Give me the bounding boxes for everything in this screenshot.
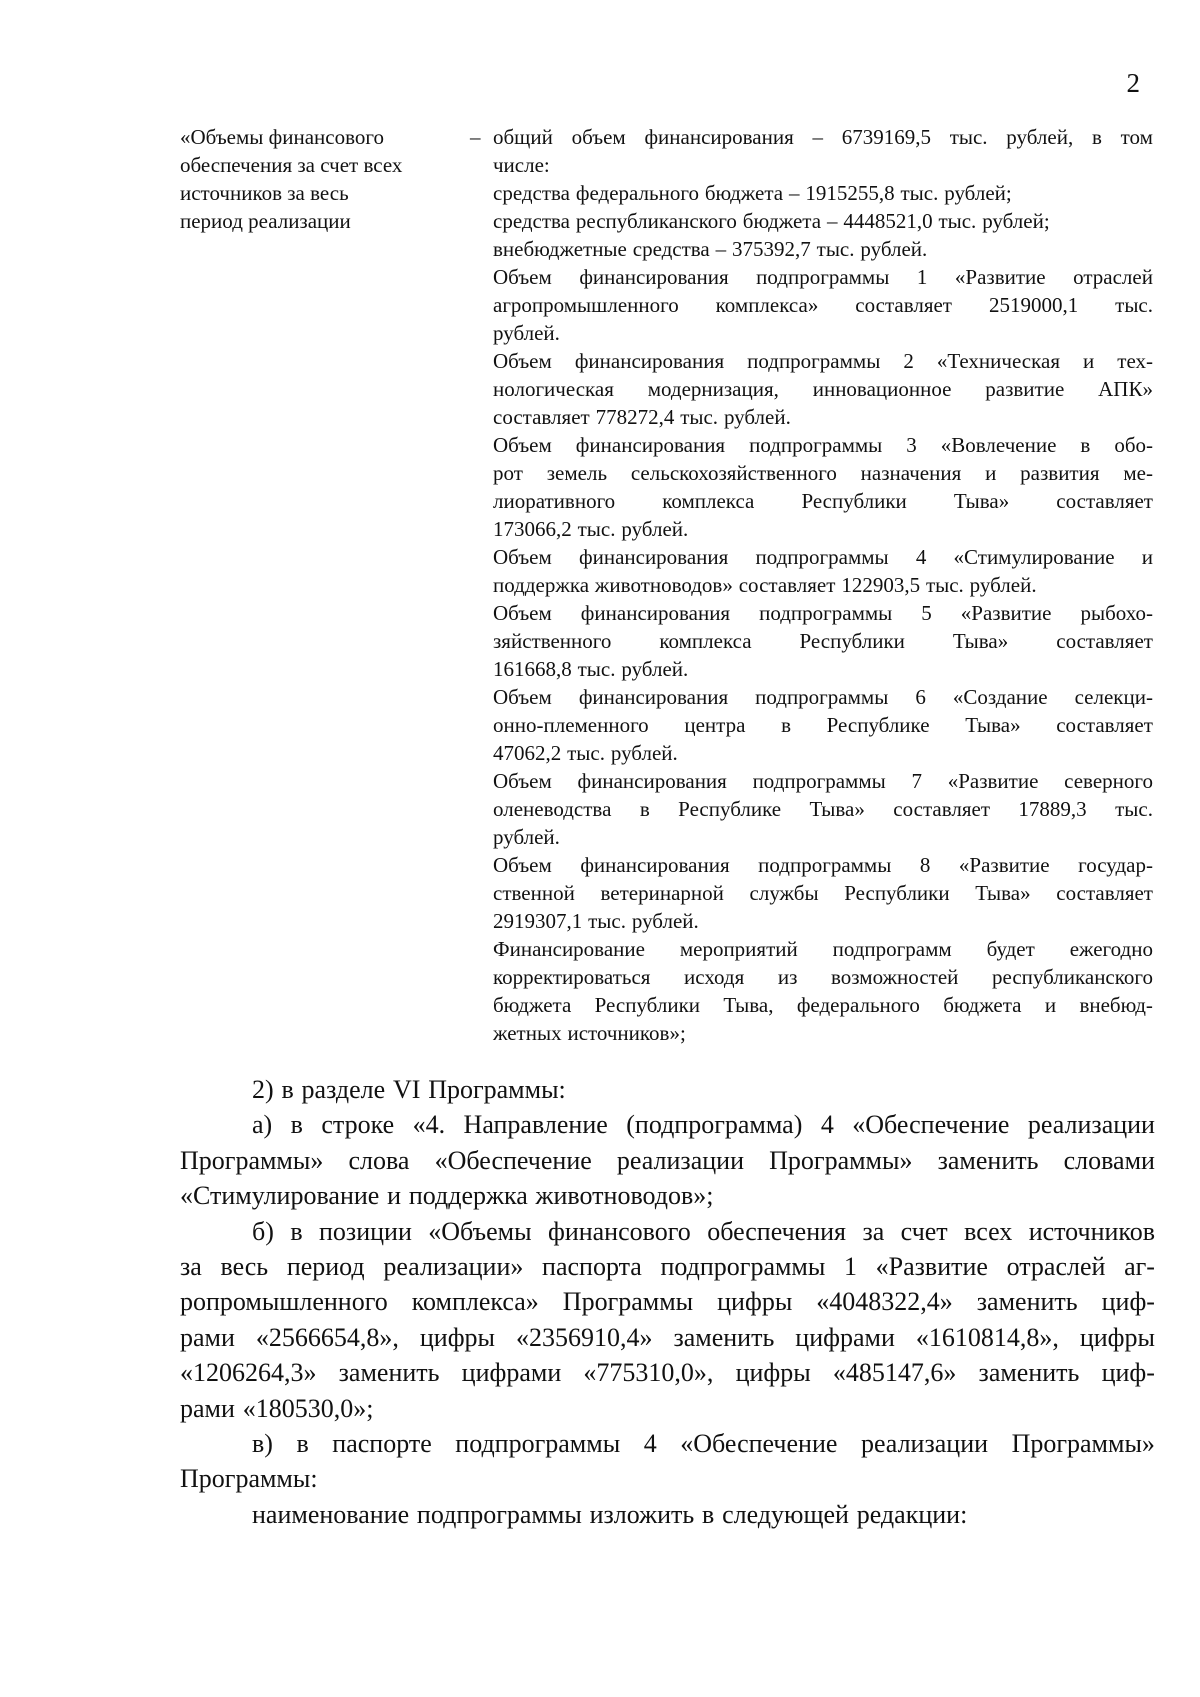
right-cell-line: внебюджетные средства – 375392,7 тыс. рублей.: [493, 237, 928, 261]
right-cell-line: 47062,2 тыс. рублей.: [493, 741, 678, 765]
left-cell-line: обеспечения за счет всех: [180, 153, 403, 177]
right-cell-line: агропромышленного комплекса» составляет 2519000,1 тыс.: [493, 293, 1153, 317]
right-cell-line: рот земель сельскохозяйственного назначения и развития ме-: [493, 461, 1153, 485]
right-cell-line: 2919307,1 тыс. рублей.: [493, 909, 699, 933]
right-cell-line: Объем финансирования подпрограммы 8 «Развитие государ-: [493, 853, 1153, 877]
right-cell-line: Финансирование мероприятий подпрограмм будет ежегодно: [493, 937, 1153, 961]
right-cell-line: Объем финансирования подпрограммы 4 «Стимулирование и: [493, 545, 1153, 569]
body-line: 2) в разделе VI Программы:: [252, 1075, 566, 1104]
body-line: рами «2566654,8», цифры «2356910,4» заменить цифрами «1610814,8», цифры: [180, 1322, 1155, 1352]
right-cell-line: бюджета Республики Тыва, федерального бюджета и внебюд-: [493, 993, 1153, 1017]
right-cell-line: Объем финансирования подпрограммы 2 «Техническая и тех-: [493, 349, 1153, 373]
page-number: 2: [1126, 68, 1140, 98]
right-cell-line: корректироваться исходя из возможностей республиканского: [493, 965, 1153, 989]
left-cell-line: источников за весь: [180, 181, 349, 205]
body-line: б) в позиции «Объемы финансового обеспечения за счет всех источников: [252, 1216, 1155, 1246]
body-line: за весь период реализации» паспорта подпрограммы 1 «Развитие отраслей аг-: [180, 1252, 1155, 1282]
body-line: «Стимулирование и поддержка животноводов»;: [180, 1181, 714, 1211]
table-dash: –: [470, 125, 481, 149]
right-cell-line: поддержка животноводов» составляет 122903,5 тыс. рублей.: [493, 573, 1037, 597]
right-cell-line: онно-племенного центра в Республике Тыва» составляет: [493, 713, 1153, 737]
body-line: наименование подпрограммы изложить в следующей редакции:: [252, 1499, 968, 1529]
body-line: рами «180530,0»;: [180, 1393, 374, 1423]
left-cell-line: «Объемы финансового: [180, 125, 384, 149]
body-line: «1206264,3» заменить цифрами «775310,0», цифры «485147,6» заменить циф-: [180, 1358, 1155, 1388]
right-cell-line: 161668,8 тыс. рублей.: [493, 657, 689, 681]
right-cell-line: рублей.: [493, 825, 560, 849]
left-cell-line: период реализации: [180, 209, 351, 233]
right-cell-line: средства республиканского бюджета – 4448521,0 тыс. рублей;: [493, 209, 1050, 233]
body-line: ропромышленного комплекса» Программы цифры «4048322,4» заменить циф-: [180, 1287, 1155, 1317]
right-cell-line: Объем финансирования подпрограммы 1 «Развитие отраслей: [493, 265, 1153, 289]
right-cell-line: 173066,2 тыс. рублей.: [493, 517, 689, 541]
right-cell-line: Объем финансирования подпрограммы 5 «Развитие рыбохо-: [493, 601, 1153, 625]
right-cell-line: Объем финансирования подпрограммы 7 «Развитие северного: [493, 769, 1153, 793]
right-cell-line: средства федерального бюджета – 1915255,8 тыс. рублей;: [493, 181, 1012, 205]
body-line: а) в строке «4. Направление (подпрограмма) 4 «Обеспечение реализации: [252, 1110, 1155, 1140]
right-cell-line: нологическая модернизация, инновационное развитие АПК»: [493, 377, 1153, 401]
right-cell-line: Объем финансирования подпрограммы 6 «Создание селекци-: [493, 685, 1153, 709]
right-cell-line: ственной ветеринарной службы Республики Тыва» составляет: [493, 881, 1153, 905]
right-cell-line: зяйственного комплекса Республики Тыва» составляет: [493, 629, 1153, 653]
right-cell-line: составляет 778272,4 тыс. рублей.: [493, 405, 791, 429]
body-text: [180, 1072, 1155, 1532]
right-cell-line: числе:: [493, 153, 550, 177]
right-cell-line: лиоративного комплекса Республики Тыва» составляет: [493, 489, 1153, 513]
right-cell-line: общий объем финансирования – 6739169,5 тыс. рублей, в том: [493, 125, 1153, 149]
right-cell-line: Объем финансирования подпрограммы 3 «Вовлечение в обо-: [493, 433, 1153, 457]
right-cell-line: оленеводства в Республике Тыва» составляет 17889,3 тыс.: [493, 797, 1153, 821]
body-line: в) в паспорте подпрограммы 4 «Обеспечение реализации Программы»: [252, 1429, 1155, 1459]
body-line: Программы:: [180, 1464, 318, 1494]
table-left-cell: [180, 123, 480, 235]
body-line: Программы» слова «Обеспечение реализации Программы» заменить словами: [180, 1145, 1155, 1175]
table-right-cell: [493, 123, 1153, 1047]
right-cell-line: рублей.: [493, 321, 560, 345]
right-cell-line: жетных источников»;: [493, 1021, 686, 1045]
